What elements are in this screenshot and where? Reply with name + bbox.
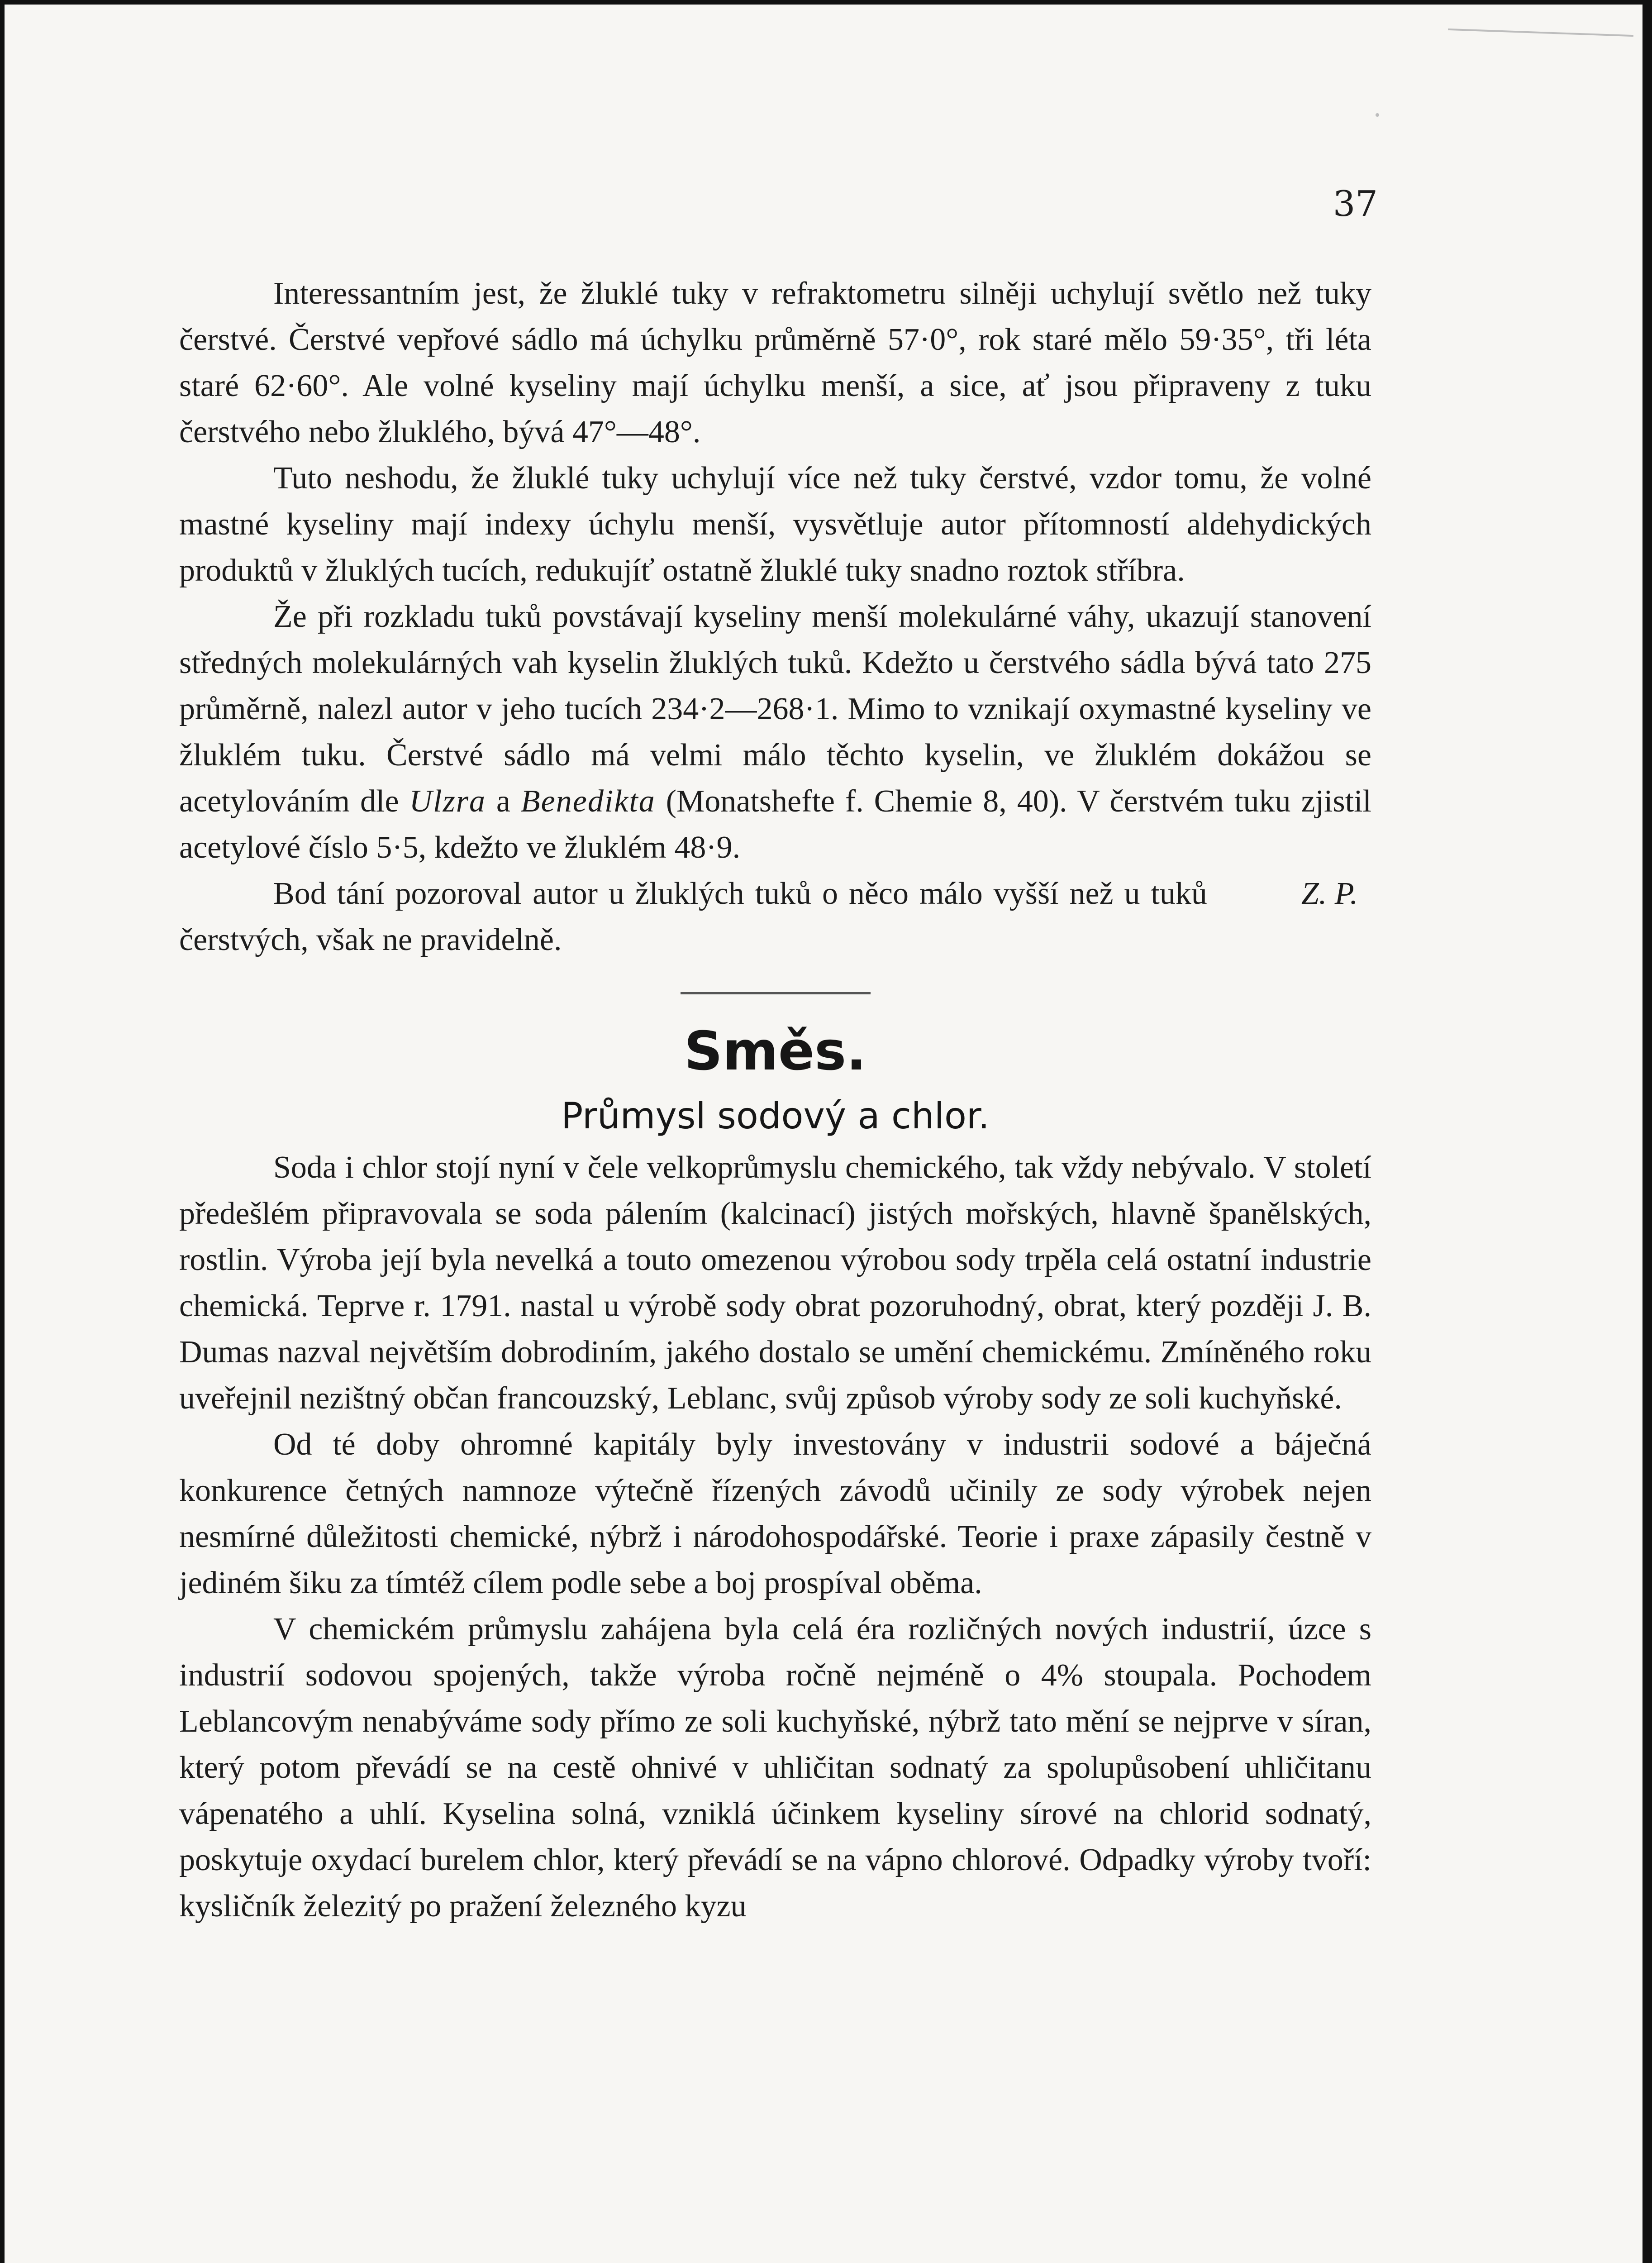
paragraph-text: (Monatshefte f. Chemie 8, 40). V čerstvém tuku zjistil acetylové číslo 5·5, kdežto ve žluklém 48·9. [179, 784, 1371, 865]
article-paragraph-2: Tuto neshodu, že žluklé tuky uchylují více než tuky čerstvé, vzdor tomu, že volné mastné kyseliny mají indexy úchylu menší, vysvětluje autor přítomností aldehydických produktů v žluklých tucích, redukujíť ostatně žluklé tuky snadno roztok stříbra. [179, 461, 1371, 588]
author-name: Benedikta [520, 784, 656, 819]
article-paragraph-3 [179, 594, 1371, 871]
article-paragraph-4 [179, 871, 1371, 963]
scan-edge-mark [1448, 29, 1633, 37]
section-divider [681, 992, 871, 994]
page-number: 37 [1333, 184, 1378, 224]
scan-dust-mark [1376, 113, 1379, 117]
paragraph-text: a [486, 784, 521, 819]
paragraph-text: Bod tání pozoroval autor u žluklých tuků o něco málo vyšší než u tuků čerstvých, však ne pravidelně. [179, 876, 1207, 957]
article-paragraph-1: Interessantním jest, že žluklé tuky v refraktometru silněji uchylují světlo než tuky čerstvé. Čerstvé vepřové sádlo má úchylku průměrně 57·0°, rok staré mělo 59·35°, tři léta staré 62·60°. Ale volné kyseliny mají úchylku menší, a sice, ať jsou připraveny z tuku čerstvého nebo žluklého, bývá 47°—48°. [179, 276, 1371, 449]
section-paragraph-2: Od té doby ohromné kapitály byly investovány v industrii sodové a báječná konkurence četných namnoze výtečně řízených závodů učinily ze sody výrobek nejen nesmírné důležitosti chemické, nýbrž i národohospodářské. Teorie i praxe zápasily čestně v jediném šiku za tímtéž cílem podle sebe a boj prospíval oběma. [179, 1427, 1371, 1600]
section-paragraph-1: Soda i chlor stojí nyní v čele velkoprůmyslu chemického, tak vždy nebývalo. V století předešlém připravovala se soda pálením (kalcinací) jistých mořských, hlavně španělských, rostlin. Výroba její byla nevelká a touto omezenou výrobou sody trpěla celá ostatní industrie chemická. Teprve r. 1791. nastal u výrobě sody obrat pozoruhodný, obrat, který později J. B. Dumas nazval největším dobrodiním, jakého dostalo se umění chemickému. Zmíněného roku uveřejnil nezištný občan francouzský, Leblanc, svůj způsob výroby sody ze soli kuchyňské. [179, 1150, 1371, 1416]
paragraph-text: Že při rozkladu tuků povstávají kyseliny menší molekulárné váhy, ukazují stanovení středných molekulárných vah kyselin žluklých tuků. Kdežto u čerstvého sádla bývá tato 275 průměrně, nalezl autor v jeho tucích 234·2—268·1. Mimo to vznikají oxymastné kyseliny ve žluklém tuku. Čerstvé sádlo má velmi málo těchto kyselin, ve žluklém dokážou se acetylováním dle [179, 599, 1371, 819]
section-title: Směs. [684, 1020, 867, 1082]
page-body [179, 271, 1371, 1929]
section-paragraph-3: V chemickém průmyslu zahájena byla celá éra rozličných nových industrií, úzce s industrií sodovou spojených, takže výroba ročně nejméně o 4% stoupala. Pochodem Leblancovým nenabýváme sody přímo ze soli kuchyňské, nýbrž tato mění se nejprve v síran, který potom převádí se na cestě ohnivé v uhličitan sodnatý za spolupůsobení uhličitanu vápenatého a uhlí. Kyselina solná, vzniklá účinkem kyseliny sírové na chlorid sodnatý, poskytuje oxydací burelem chlor, který převádí se na vápno chlorové. Odpadky výroby tvoří: kysličník železitý po pražení železného kyzu [179, 1612, 1371, 1924]
author-name: Ulzra [409, 784, 486, 819]
author-signature: Z. P. [1301, 876, 1358, 911]
article-title: Průmysl sodový a chlor. [561, 1095, 990, 1137]
scanned-page [5, 5, 1642, 2263]
